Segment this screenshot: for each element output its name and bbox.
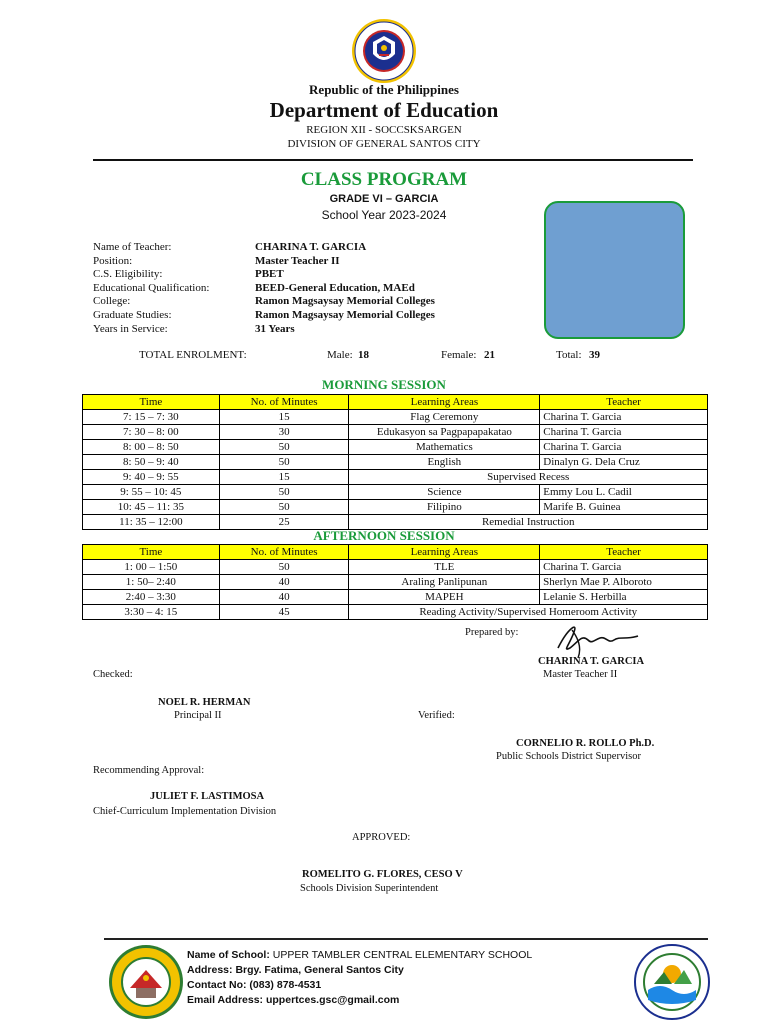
table-row	[83, 500, 708, 515]
time-cell: 8: 50 – 9: 40	[83, 455, 220, 470]
table-row	[83, 440, 708, 455]
info-label: C.S. Eligibility:	[93, 268, 163, 281]
info-value: CHARINA T. GARCIA	[255, 241, 367, 253]
prepared-by-label: Prepared by:	[465, 627, 519, 638]
teacher-cell: Sherlyn Mae P. Alboroto	[540, 575, 708, 590]
teacher-cell: Charina T. Garcia	[540, 440, 708, 455]
table-row	[83, 470, 708, 485]
deped-seal-icon	[351, 18, 417, 84]
address-label: Address:	[187, 964, 233, 976]
footer-divider	[104, 938, 708, 940]
region-line: REGION XII - SOCCSKSARGEN	[306, 124, 462, 136]
learning-area-cell: Flag Ceremony	[349, 410, 540, 425]
info-value: Master Teacher II	[255, 254, 340, 267]
minutes-cell: 50	[219, 500, 349, 515]
teacher-cell: Charina T. Garcia	[540, 410, 708, 425]
learning-area-cell: Edukasyon sa Pagpapapakatao	[349, 425, 540, 440]
minutes-cell: 50	[219, 455, 349, 470]
table-row	[83, 485, 708, 500]
recommending-position: Chief-Curriculum Implementation Division	[93, 806, 277, 817]
minutes-cell: 50	[219, 560, 349, 575]
column-header: Learning Areas	[349, 545, 540, 560]
total-label: Total:	[556, 349, 582, 361]
table-header-row	[83, 545, 708, 560]
column-header: Teacher	[540, 545, 708, 560]
learning-area-cell: Mathematics	[349, 440, 540, 455]
male-label: Male:	[327, 349, 353, 361]
time-cell: 1: 50– 2:40	[83, 575, 220, 590]
school-year: School Year 2023-2024	[321, 208, 447, 222]
checked-name: NOEL R. HERMAN	[158, 697, 251, 708]
email-label: Email Address:	[187, 994, 264, 1006]
minutes-cell: 45	[219, 605, 349, 620]
footer-contact	[187, 978, 321, 993]
table-row	[83, 560, 708, 575]
recommending-name: JULIET F. LASTIMOSA	[150, 791, 265, 802]
info-label: Graduate Studies:	[93, 309, 172, 321]
approved-label: APPROVED:	[352, 832, 411, 843]
contact-label: Contact No:	[187, 979, 247, 991]
minutes-cell: 30	[219, 425, 349, 440]
time-cell: 9: 40 – 9: 55	[83, 470, 220, 485]
enrolment-row	[0, 349, 768, 363]
column-header: Time	[83, 395, 220, 410]
column-header: Learning Areas	[349, 395, 540, 410]
teacher-cell: Marife B. Guinea	[540, 500, 708, 515]
info-value: Ramon Magsaysay Memorial Colleges	[255, 295, 435, 308]
info-value: PBET	[255, 268, 284, 281]
approved-position: Schools Division Superintendent	[300, 883, 439, 894]
male-count: 18	[358, 349, 369, 361]
minutes-cell: 40	[219, 590, 349, 605]
learning-area-cell: Filipino	[349, 500, 540, 515]
learning-area-cell: Araling Panlipunan	[349, 575, 540, 590]
info-value: Ramon Magsaysay Memorial Colleges	[255, 309, 435, 321]
time-cell: 7: 30 – 8: 00	[83, 425, 220, 440]
address-value: Brgy. Fatima, General Santos City	[235, 964, 404, 976]
table-header-row	[83, 395, 708, 410]
department-name: Department of Education	[269, 98, 499, 122]
column-header: No. of Minutes	[219, 545, 349, 560]
checked-position: Principal II	[174, 710, 222, 721]
approved-name: ROMELITO G. FLORES, CESO V	[302, 869, 463, 880]
learning-area-cell: Remedial Instruction	[349, 515, 708, 530]
division-line: DIVISION OF GENERAL SANTOS CITY	[287, 138, 481, 150]
contact-value: (083) 878-4531	[249, 979, 322, 991]
morning-session-title: MORNING SESSION	[322, 377, 446, 392]
time-cell: 8: 00 – 8: 50	[83, 440, 220, 455]
learning-area-cell: Reading Activity/Supervised Homeroom Activity	[349, 605, 708, 620]
enrolment-label: TOTAL ENROLMENT:	[139, 349, 247, 361]
learning-area-cell: MAPEH	[349, 590, 540, 605]
teacher-cell: Charina T. Garcia	[540, 425, 708, 440]
time-cell: 7: 15 – 7: 30	[83, 410, 220, 425]
minutes-cell: 15	[219, 470, 349, 485]
table-row	[83, 425, 708, 440]
afternoon-schedule-table	[82, 544, 708, 620]
total-count: 39	[589, 349, 600, 361]
table-row	[83, 590, 708, 605]
learning-area-cell: Supervised Recess	[349, 470, 708, 485]
verified-label: Verified:	[418, 710, 455, 721]
info-label: Years in Service:	[93, 322, 168, 335]
minutes-cell: 50	[219, 440, 349, 455]
time-cell: 3:30 – 4: 15	[83, 605, 220, 620]
info-label: Educational Qualification:	[93, 281, 210, 294]
info-label: Position:	[93, 254, 133, 267]
column-header: No. of Minutes	[219, 395, 349, 410]
checked-label: Checked:	[93, 669, 133, 680]
teacher-cell: Lelanie S. Herbilla	[540, 590, 708, 605]
morning-schedule-table	[82, 394, 708, 530]
table-row	[83, 575, 708, 590]
class-program-title: CLASS PROGRAM	[300, 169, 468, 190]
minutes-cell: 25	[219, 515, 349, 530]
school-label: Name of School:	[187, 949, 270, 961]
school-name: UPPER TAMBLER CENTRAL ELEMENTARY SCHOOL	[272, 949, 533, 961]
verified-name: CORNELIO R. ROLLO Ph.D.	[516, 738, 655, 749]
signature-icon	[548, 618, 644, 660]
republic-line: Republic of the Philippines	[309, 82, 459, 97]
time-cell: 11: 35 – 12:00	[83, 515, 220, 530]
teacher-cell: Charina T. Garcia	[540, 560, 708, 575]
female-count: 21	[484, 349, 495, 361]
table-row	[83, 410, 708, 425]
school-logo-icon	[108, 944, 184, 1020]
recommending-label: Recommending Approval:	[93, 765, 205, 776]
time-cell: 1: 00 – 1:50	[83, 560, 220, 575]
info-value: 31 Years	[255, 322, 295, 335]
learning-area-cell: TLE	[349, 560, 540, 575]
time-cell: 10: 45 – 11: 35	[83, 500, 220, 515]
header-divider	[93, 159, 693, 161]
prepared-by-name: CHARINA T. GARCIA	[538, 656, 645, 667]
female-label: Female:	[441, 349, 477, 361]
time-cell: 2:40 – 3:30	[83, 590, 220, 605]
footer-school	[187, 948, 532, 963]
teacher-cell: Dinalyn G. Dela Cruz	[540, 455, 708, 470]
learning-area-cell: English	[349, 455, 540, 470]
column-header: Time	[83, 545, 220, 560]
time-cell: 9: 55 – 10: 45	[83, 485, 220, 500]
column-header: Teacher	[540, 395, 708, 410]
info-label: College:	[93, 295, 131, 308]
footer-address	[187, 963, 404, 978]
minutes-cell: 40	[219, 575, 349, 590]
footer-email	[187, 993, 399, 1008]
grade-section: GRADE VI – GARCIA	[329, 193, 439, 205]
email-value: uppertces.gsc@gmail.com	[265, 994, 400, 1006]
minutes-cell: 50	[219, 485, 349, 500]
division-logo-icon	[634, 944, 710, 1020]
info-value: BEED-General Education, MAEd	[255, 281, 415, 294]
table-row	[83, 455, 708, 470]
teacher-photo-placeholder	[544, 201, 685, 339]
prepared-by-position: Master Teacher II	[543, 669, 618, 680]
minutes-cell: 15	[219, 410, 349, 425]
teacher-cell: Emmy Lou L. Cadil	[540, 485, 708, 500]
info-label: Name of Teacher:	[93, 241, 172, 253]
learning-area-cell: Science	[349, 485, 540, 500]
verified-position: Public Schools District Supervisor	[496, 751, 641, 762]
afternoon-session-title: AFTERNOON SESSION	[313, 528, 455, 543]
